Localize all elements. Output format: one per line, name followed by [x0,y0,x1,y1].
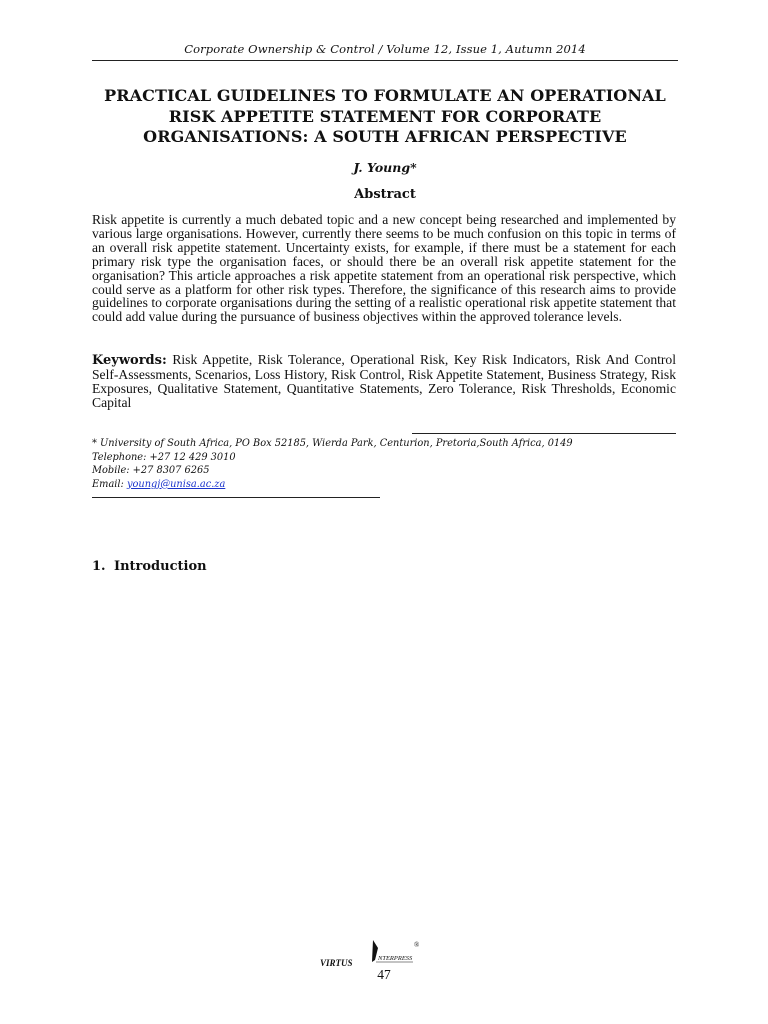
email-link[interactable]: youngj@unisa.ac.za [126,478,226,490]
title-line-2: RISK APPETITE STATEMENT FOR CORPORATE [168,106,602,126]
virtus-interpress-logo [320,936,422,970]
running-header: Corporate Ownership & Control / Volume 12, Issue 1, Autumn 2014 [184,42,586,56]
footnote-rule-top [412,433,676,434]
footnote-rule-bottom [92,497,380,498]
header-rule [92,60,678,61]
logo-text-right: NTERPRESS [378,955,413,962]
abstract-heading: Abstract [354,187,416,202]
section-heading-introduction [92,559,207,574]
footnote-telephone: Telephone: +27 12 429 3010 [92,451,236,463]
abstract-body: Risk appetite is currently a much debated topic and a new concept being researched and implemented by various large organisations. However, currently there seems to be much confusion on this topic in terms of an overall risk appetite statement. Uncertainty exists, for example, if there must be a statement for each primary risk type the organisation faces, or should there be an overall risk appetite statement for the organisation? This article approaches a risk appetite statement from an operational risk perspective, which could serve as a platform for other risk types. Therefore, the significance of this research aims to provide guidelines to corporate organisations during the setting of a realistic operational risk appetite statement that could add value during the pursuance of business objectives within the approved tolerance levels. [92,212,676,325]
footnote-email-line [92,478,678,492]
section-number: 1. [92,559,106,574]
keywords-text: Risk Appetite, Risk Tolerance, Operational Risk, Key Risk Indicators, Risk And Control Self-Assessments, Scenarios, Loss History, Risk Control, Risk Appetite Statement, Business Strategy, Risk Exposures, Qualitative Statement, Quantitative Statements, Zero Tolerance, Risk Thresholds, Economic Capital [92,352,676,410]
logo-registered-mark: ® [414,941,420,949]
footnote-mobile: Mobile: +27 8307 6265 [92,465,210,477]
logo-text-left: VIRTUS [320,958,353,968]
keywords [92,353,676,410]
title-line-3: ORGANISATIONS: A SOUTH AFRICAN PERSPECTIVE [143,127,627,146]
paper-title [92,86,678,148]
footnote-affiliation: * University of South Africa, PO Box 52185, Wierda Park, Centurion, Pretoria,South Africa, 0149 [92,438,573,449]
footnote-email-label: Email: [92,478,127,490]
author-footnote [92,437,678,491]
author: J. Young* [353,160,417,175]
section-title: Introduction [114,559,207,574]
page-number: 47 [377,967,391,982]
title-line-1: PRACTICAL GUIDELINES TO FORMULATE AN OPERATIONAL [104,86,666,105]
keywords-label: Keywords: [92,353,167,368]
